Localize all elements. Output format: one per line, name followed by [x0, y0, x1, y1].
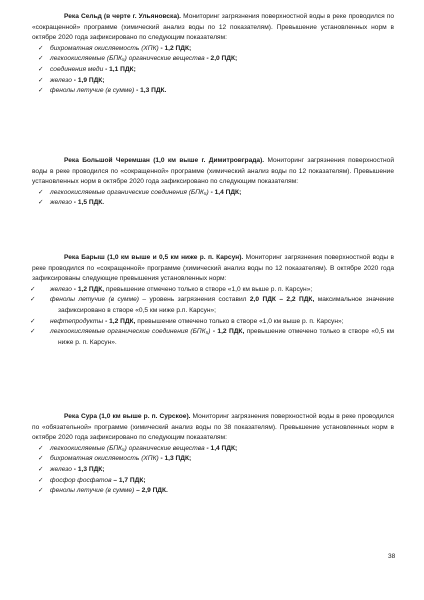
list-item: ✓ легкоокисляемые (БПК₅) органические вещества - 1,4 ПДК; [32, 444, 394, 455]
section-title: Река Сура (1,0 км выше р. п. Сурское). [64, 413, 191, 420]
section-bolshoy-cheremshan [32, 156, 394, 209]
exceedance-list [32, 444, 394, 497]
check-icon: ✓ [38, 44, 44, 52]
check-icon: ✓ [38, 455, 44, 463]
section-title: Река Сельд (в черте г. Ульяновска). [64, 13, 182, 20]
list-item: ✓ нефтепродукты - 1,2 ПДК, превышение отмечено только в створе «1,0 км выше р. п. Карсун»; [30, 317, 344, 325]
section-barysh [32, 253, 394, 348]
section-paragraph [32, 12, 394, 44]
check-icon: ✓ [38, 55, 44, 63]
check-icon: ✓ [38, 199, 44, 207]
section-intro: Мониторинг загрязнения поверхностной воды в реке проводился по «сокращенной» программе (химический анализ воды по 12 показателям). Превышение установленных норм в октябре 2020 года зафиксировано по следующим показателям: [32, 157, 395, 186]
check-icon: ✓ [38, 188, 44, 196]
section-title: Река Барыш (1,0 км выше и 0,5 км ниже р. п. Карсун). [64, 254, 244, 261]
check-icon: ✓ [38, 65, 44, 73]
section-seld [32, 12, 394, 97]
section-intro: Мониторинг загрязнения поверхностной воды в реке проводился по «сокращенной» программе (химический анализ воды по 12 показателям). В октябре 2020 года зафиксированы следующие превышения установленных норм: [32, 254, 394, 283]
list-item: ✓ железо - 1,9 ПДК; [32, 76, 394, 87]
section-sura [32, 412, 394, 497]
list-item: ✓ бихроматная окисляемость (ХПК) - 1,3 ПДК; [32, 454, 394, 465]
exceedance-list [32, 285, 394, 349]
check-icon: ✓ [38, 465, 44, 473]
section-paragraph [32, 253, 394, 285]
list-item: ✓ бихроматная окисляемость (ХПК) - 1,2 ПДК; [32, 44, 394, 55]
page-number: 38 [388, 553, 396, 560]
list-item: ✓ легкоокисляемые органические соединения (БПК₅) - 1,2 ПДК, превышение отмечено только в створе «0,5 км ниже р. п. Карсун». [30, 328, 394, 346]
list-item: ✓ фенолы летучие (в сумме) – 2,9 ПДК. [32, 486, 394, 497]
list-item: ✓ железо - 1,2 ПДК, превышение отмечено только в створе «1,0 км выше р. п. Карсун»; [30, 285, 313, 293]
list-item: ✓ фенолы летучие (в сумме) – уровень загрязнения составил 2,0 ПДК – 2,2 ПДК, максимальное значение зафиксировано в створе «0,5 км ниже р.п. Карсун»; [30, 296, 394, 314]
exceedance-list [32, 188, 394, 209]
section-paragraph [32, 156, 394, 188]
check-icon: ✓ [38, 87, 44, 95]
list-item: ✓ легкоокисляемые (БПК₅) органические вещества - 2,0 ПДК; [32, 54, 394, 65]
list-item: ✓ железо - 1,3 ПДК; [32, 465, 394, 476]
section-paragraph [32, 412, 394, 444]
list-item: ✓ фенолы летучие (в сумме) - 1,3 ПДК. [32, 86, 394, 97]
section-title: Река Большой Черемшан (1,0 км выше г. Димитровграда). [64, 157, 265, 164]
list-item: ✓ легкоокисляемые органические соединения (БПК₅) - 1,4 ПДК; [32, 188, 394, 199]
check-icon: ✓ [38, 487, 44, 495]
list-item: ✓ железо - 1,5 ПДК. [32, 198, 394, 209]
list-item: ✓ фосфор фосфатов – 1,7 ПДК; [32, 476, 394, 487]
check-icon: ✓ [38, 76, 44, 84]
exceedance-list [32, 44, 394, 97]
check-icon: ✓ [38, 476, 44, 484]
check-icon: ✓ [38, 444, 44, 452]
list-item: ✓ соединения меди - 1,1 ПДК; [32, 65, 394, 76]
section-intro: Мониторинг загрязнения поверхностной воды в реке проводился по «обязательной» программе (химический анализ воды по 38 показателям). Превышение установленных норм в октябре 2020 года зафиксировано по следующим показателям: [32, 413, 394, 442]
section-intro: Мониторинг загрязнения поверхностной воды в реке проводился по «сокращенной» программе (химический анализ воды по 12 показателям). Превышение установленных норм в октябре 2020 года зафиксировано по следующим показателям: [32, 13, 394, 42]
